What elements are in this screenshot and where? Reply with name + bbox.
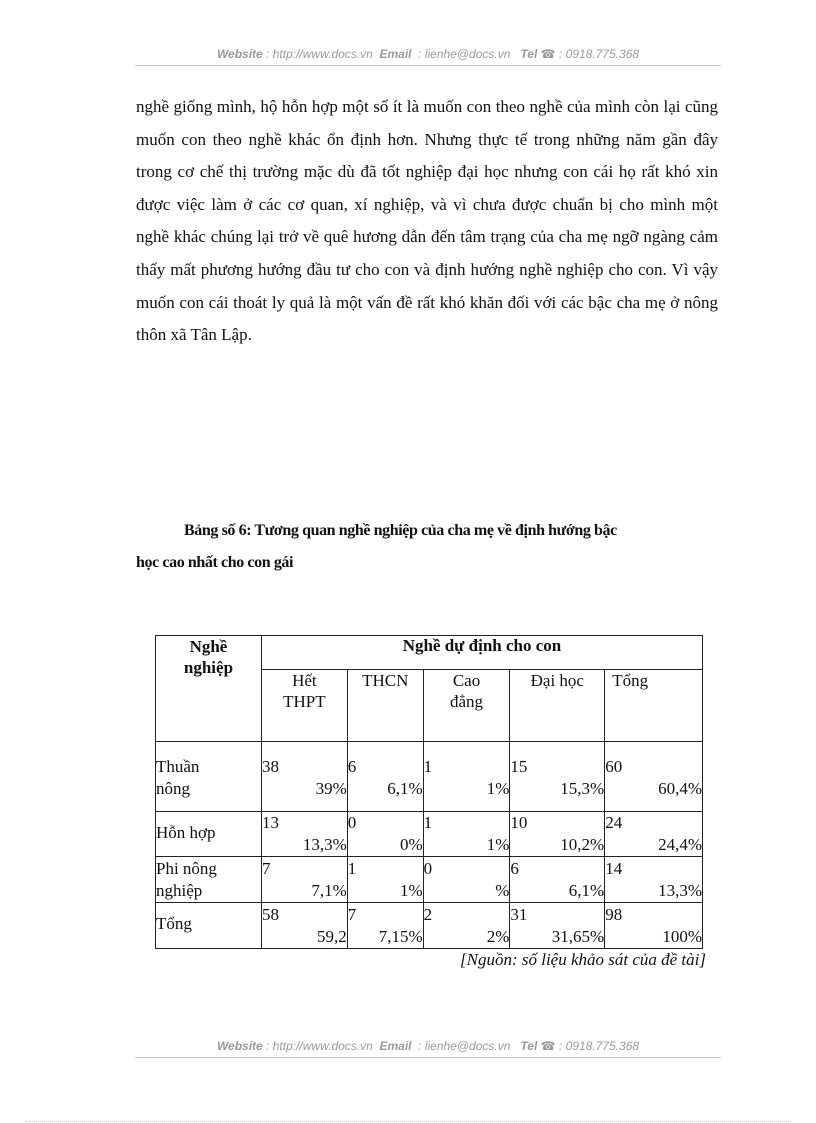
table-cell: 31 31,65% — [510, 903, 605, 949]
table-cell: 10 10,2% — [510, 812, 605, 857]
group-header: Nghề dự định cho con — [261, 636, 702, 670]
column-header: Cao đẳng — [423, 670, 510, 742]
tel-label: Tel — [520, 47, 538, 61]
website-url[interactable]: http://www.docs.vn — [272, 1039, 373, 1053]
table-cell: 15 15,3% — [510, 742, 605, 812]
email-label: Email — [379, 47, 412, 61]
table-cell: 14 13,3% — [605, 857, 703, 903]
row-label: Thuần nông — [156, 742, 262, 812]
table-cell: 13 13,3% — [261, 812, 347, 857]
table-cell: 1 1% — [423, 742, 510, 812]
table-cell: 7 7,1% — [261, 857, 347, 903]
page-footer: Website : http://www.docs.vn Email : lienhe@docs.vn Tel ☎ : 0918.775.368 — [135, 1039, 721, 1058]
table-cell: 58 59,2 — [261, 903, 347, 949]
table-cell: 1 1% — [347, 857, 423, 903]
table-cell: 38 39% — [261, 742, 347, 812]
email-address[interactable]: lienhe@docs.vn — [424, 1039, 511, 1053]
table-cell: 24 24,4% — [605, 812, 703, 857]
source-note: [Nguồn: số liệu khảo sát của đề tài] — [459, 950, 706, 969]
table-row — [156, 742, 703, 812]
tel-number: 0918.775.368 — [565, 1039, 640, 1053]
table-cell: 1 1% — [423, 812, 510, 857]
caption-line-2: học cao nhất cho con gái — [136, 554, 294, 571]
table-cell: 0 % — [423, 857, 510, 903]
table-row — [156, 903, 703, 949]
website-label: Website — [216, 47, 263, 61]
phone-icon: ☎ — [540, 47, 556, 61]
table-cell: 6 6,1% — [347, 742, 423, 812]
website-url[interactable]: http://www.docs.vn — [272, 47, 373, 61]
table-cell: 6 6,1% — [510, 857, 605, 903]
page-edge-divider — [25, 1121, 791, 1122]
row-header-title: Nghề nghiệp — [156, 636, 262, 742]
column-header: Hết THPT — [261, 670, 347, 742]
table-cell: 7 7,15% — [347, 903, 423, 949]
email-label: Email — [379, 1039, 412, 1053]
table-cell: 2 2% — [423, 903, 510, 949]
row-label: Phi nông nghiệp — [156, 857, 262, 903]
email-address[interactable]: lienhe@docs.vn — [424, 47, 511, 61]
table-cell: 0 0% — [347, 812, 423, 857]
data-table — [155, 635, 703, 949]
column-header: Tổng — [605, 670, 703, 742]
tel-label: Tel — [520, 1039, 538, 1053]
table-cell: 98 100% — [605, 903, 703, 949]
column-header: THCN — [347, 670, 423, 742]
caption-line-1: Bảng số 6: Tương quan nghề nghiệp của cha mẹ về định hướng bậc — [184, 522, 617, 539]
row-label: Tổng — [156, 903, 262, 949]
page-header: Website : http://www.docs.vn Email : lienhe@docs.vn Tel ☎ : 0918.775.368 — [135, 47, 721, 66]
table-cell: 60 60,4% — [605, 742, 703, 812]
table-caption — [136, 515, 718, 579]
tel-number: 0918.775.368 — [565, 47, 640, 61]
body-paragraph: nghề giống mình, hộ hỗn hợp một số ít là muốn con theo nghề của mình còn lại cũng muốn con theo nghề khác ổn định hơn. Nhưng thực tế trong những năm gần đây trong cơ chế thị trường mặc dù đã tốt nghiệp đại học nhưng con cái họ rất khó xin được việc làm ở các cơ quan, xí nghiệp, và vì chưa được chuẩn bị cho mình một nghề khác chúng lại trở về quê hương dẫn đến tâm trạng của cha mẹ ngỡ ngàng cảm thấy mất phương hướng đầu tư cho con và định hướng nghề nghiệp cho con. Vì vậy muốn con cái thoát ly quả là một vấn đề rất khó khăn đối với các bậc cha mẹ ở nông thôn xã Tân Lập. — [136, 97, 718, 345]
table-row — [156, 812, 703, 857]
table-row — [156, 857, 703, 903]
phone-icon: ☎ — [540, 1039, 556, 1053]
row-label: Hỗn hợp — [156, 812, 262, 857]
website-label: Website — [216, 1039, 263, 1053]
column-header: Đại học — [510, 670, 605, 742]
